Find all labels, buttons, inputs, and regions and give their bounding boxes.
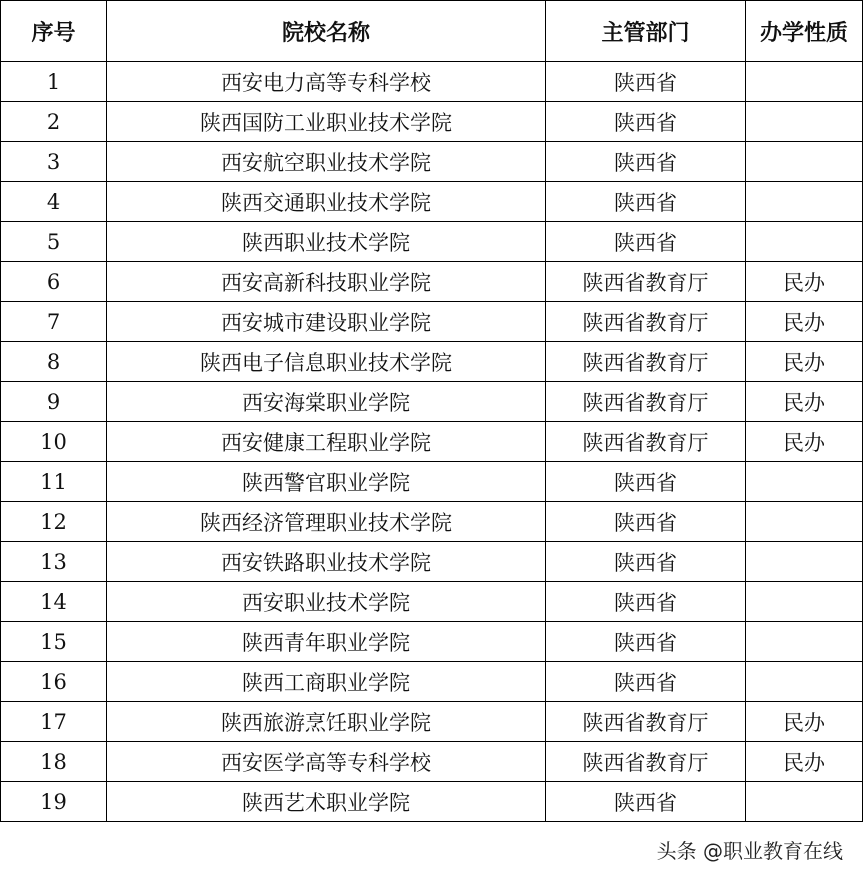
cell-school-name: 陕西警官职业学院 [107,462,546,502]
cell-department: 陕西省教育厅 [546,342,746,382]
watermark-text: 头条 @职业教育在线 [656,839,843,863]
table-row [1,662,863,702]
cell-school-name: 西安城市建设职业学院 [107,302,546,342]
cell-school-name: 陕西交通职业技术学院 [107,182,546,222]
cell-department: 陕西省教育厅 [546,262,746,302]
cell-department: 陕西省 [546,502,746,542]
cell-department: 陕西省教育厅 [546,382,746,422]
table-body [1,62,863,822]
cell-school-type: 民办 [746,262,863,302]
cell-school-type [746,582,863,622]
table-row [1,62,863,102]
cell-department: 陕西省教育厅 [546,702,746,742]
cell-department: 陕西省 [546,542,746,582]
cell-school-type [746,662,863,702]
cell-index: 11 [1,462,107,502]
cell-index: 17 [1,702,107,742]
cell-department: 陕西省教育厅 [546,422,746,462]
cell-school-name: 陕西旅游烹饪职业学院 [107,702,546,742]
cell-index: 14 [1,582,107,622]
cell-index: 12 [1,502,107,542]
cell-index: 5 [1,222,107,262]
cell-index: 18 [1,742,107,782]
cell-school-name: 陕西工商职业学院 [107,662,546,702]
cell-department: 陕西省 [546,462,746,502]
cell-school-name: 陕西艺术职业学院 [107,782,546,822]
cell-school-name: 陕西国防工业职业技术学院 [107,102,546,142]
cell-index: 10 [1,422,107,462]
cell-school-name: 西安高新科技职业学院 [107,262,546,302]
table-row [1,422,863,462]
table-row [1,142,863,182]
cell-school-name: 西安海棠职业学院 [107,382,546,422]
cell-index: 8 [1,342,107,382]
cell-index: 16 [1,662,107,702]
cell-school-type [746,462,863,502]
cell-index: 4 [1,182,107,222]
cell-index: 13 [1,542,107,582]
table-row [1,702,863,742]
cell-school-name: 陕西经济管理职业技术学院 [107,502,546,542]
header-school-type: 办学性质 [746,1,863,62]
cell-school-name: 西安铁路职业技术学院 [107,542,546,582]
cell-school-type [746,182,863,222]
table-header-row [1,1,863,62]
table-row [1,542,863,582]
cell-school-type [746,142,863,182]
table-row [1,782,863,822]
cell-index: 7 [1,302,107,342]
cell-department: 陕西省 [546,62,746,102]
table-row [1,622,863,662]
cell-school-name: 西安医学高等专科学校 [107,742,546,782]
cell-department: 陕西省教育厅 [546,742,746,782]
table-row [1,102,863,142]
cell-index: 6 [1,262,107,302]
cell-department: 陕西省 [546,662,746,702]
cell-school-name: 西安电力高等专科学校 [107,62,546,102]
cell-school-type: 民办 [746,342,863,382]
cell-school-type [746,622,863,662]
cell-school-type [746,102,863,142]
table-row [1,262,863,302]
cell-school-type: 民办 [746,702,863,742]
cell-school-type [746,782,863,822]
cell-school-name: 西安职业技术学院 [107,582,546,622]
header-index: 序号 [1,1,107,62]
cell-department: 陕西省 [546,182,746,222]
table-row [1,742,863,782]
cell-school-type: 民办 [746,742,863,782]
cell-department: 陕西省 [546,102,746,142]
header-school-name: 院校名称 [107,1,546,62]
cell-department: 陕西省教育厅 [546,302,746,342]
cell-department: 陕西省 [546,142,746,182]
table-row [1,502,863,542]
cell-school-name: 陕西青年职业学院 [107,622,546,662]
cell-school-type [746,502,863,542]
cell-school-type: 民办 [746,382,863,422]
cell-index: 3 [1,142,107,182]
cell-school-type [746,222,863,262]
cell-school-name: 陕西电子信息职业技术学院 [107,342,546,382]
cell-index: 2 [1,102,107,142]
cell-school-type [746,62,863,102]
table-row [1,222,863,262]
header-department: 主管部门 [546,1,746,62]
cell-department: 陕西省 [546,222,746,262]
table-row [1,462,863,502]
cell-index: 19 [1,782,107,822]
cell-department: 陕西省 [546,582,746,622]
table-row [1,382,863,422]
table-row [1,302,863,342]
table-row [1,342,863,382]
cell-department: 陕西省 [546,622,746,662]
cell-department: 陕西省 [546,782,746,822]
cell-index: 9 [1,382,107,422]
cell-index: 15 [1,622,107,662]
table-row [1,182,863,222]
cell-school-name: 西安航空职业技术学院 [107,142,546,182]
cell-school-type: 民办 [746,302,863,342]
cell-school-type: 民办 [746,422,863,462]
cell-index: 1 [1,62,107,102]
cell-school-type [746,542,863,582]
table-row [1,582,863,622]
cell-school-name: 西安健康工程职业学院 [107,422,546,462]
cell-school-name: 陕西职业技术学院 [107,222,546,262]
